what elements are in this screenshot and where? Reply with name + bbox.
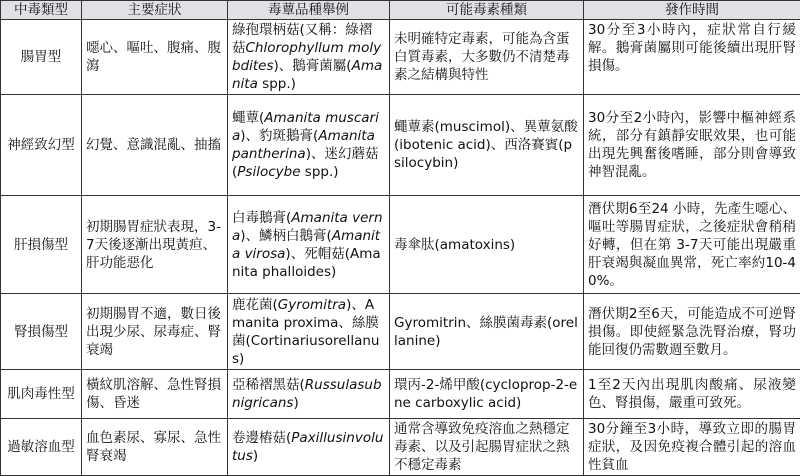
scientific-name: Russulasubnigricans — [232, 377, 382, 411]
scientific-name: Chlorophyllum molybdites — [232, 40, 382, 74]
onset-time: 潛伏期6至24 小時，先產生噁心、嘔吐等腸胃症狀，之後症狀會稍稍好轉，但在第 3-7天可能出現嚴重肝衰竭與凝血異常，死亡率約10-40%。 — [584, 196, 800, 294]
header-species: 毒蕈品種舉例 — [228, 1, 390, 20]
main-symptoms: 幻覺、意識混亂、抽搐 — [82, 95, 228, 196]
table-row — [1, 95, 800, 196]
table-row — [1, 20, 800, 95]
poison-type: 肌肉毒性型 — [1, 370, 82, 419]
mushroom-species — [228, 196, 390, 294]
species-text: )、Amanita proxima、絲膜菌(Cortinariusorellanus) — [232, 296, 380, 367]
header-type: 中毒類型 — [1, 1, 82, 20]
main-symptoms: 血色素尿、寡尿、急性腎衰竭 — [82, 419, 228, 476]
species-text: spp.) — [257, 76, 296, 92]
species-text: 鹿花菌( — [232, 296, 278, 313]
onset-time: 30分至3小時內，症狀常自行緩解。鵝膏菌屬則可能後續出現肝腎損傷。 — [584, 20, 800, 95]
scientific-name: Amanita virosa — [232, 227, 381, 262]
species-text: 卷邊樁菇( — [232, 430, 292, 446]
table-row — [1, 419, 800, 476]
header-symptoms: 主要症狀 — [82, 1, 228, 20]
mushroom-species — [228, 95, 390, 196]
main-symptoms: 橫紋肌溶解、急性腎損傷、昏迷 — [82, 370, 228, 419]
poison-type: 神經致幻型 — [1, 95, 82, 196]
onset-time: 30分鐘至3小時，導致立即的腸胃症狀，及因免疫複合體引起的溶血性貧血 — [584, 419, 800, 476]
main-symptoms: 初期腸胃症狀表現，3-7天後逐漸出現黃疸、肝功能惡化 — [82, 196, 228, 294]
species-text: 白毒鵝膏( — [232, 209, 292, 226]
species-text: ) — [293, 395, 299, 411]
toxin-types: 通常含導致免疫溶血之熱穩定毒素、以及引起腸胃症狀之熱不穩定毒素 — [390, 419, 584, 476]
header-row — [1, 1, 800, 20]
species-text: )、豹斑鵝膏( — [240, 128, 319, 144]
toxin-types: 環丙-2-烯甲酸(cycloprop-2-ene carboxylic acid) — [390, 370, 584, 419]
species-text: 亞稀褶黑菇( — [232, 377, 305, 393]
species-text: )、迷幻蘑菇( — [232, 146, 379, 180]
mushroom-species — [228, 20, 390, 95]
scientific-name: Psilocybe — [237, 164, 301, 180]
species-text: )、鱗柄白鵝膏( — [240, 227, 332, 244]
onset-time: 潛伏期2至6天，可能造成不可逆腎損傷。即使經緊急洗腎治療，腎功能回復仍需數週至數月。 — [584, 294, 800, 370]
species-text: 綠孢環柄菇(又稱：綠褶菇 — [232, 22, 373, 56]
scientific-name: Amanita pantherina — [232, 128, 375, 162]
scientific-name: Gyromitra — [277, 296, 347, 313]
toxin-types: 蠅蕈素(muscimol)、異蕈氨酸(ibotenic acid)、西洛賽賓(psilocybin) — [390, 95, 584, 196]
scientific-name: Amanita — [232, 58, 383, 92]
mushroom-species — [228, 294, 390, 370]
table-row — [1, 294, 800, 370]
species-text: )、死帽菇(Amanita phalloides) — [232, 245, 381, 280]
main-symptoms: 噁心、嘔吐、腹痛、腹瀉 — [82, 20, 228, 95]
scientific-name: Amanita verna — [232, 209, 383, 244]
onset-time: 1至2天內出現肌肉酸痛、尿液變色、腎損傷，嚴重可致死。 — [584, 370, 800, 419]
toxin-types: Gyromitrin、絲膜菌毒素(orellanine) — [390, 294, 584, 370]
scientific-name: Paxillusinvolutus — [232, 430, 384, 464]
poison-type: 腸胃型 — [1, 20, 82, 95]
species-text: 蠅蕈( — [232, 110, 265, 126]
toxin-types: 毒傘肽(amatoxins) — [390, 196, 584, 294]
poison-type: 肝損傷型 — [1, 196, 82, 294]
scientific-name: Amanita muscaria — [232, 110, 379, 144]
species-text: )、鵝膏菌屬( — [273, 58, 352, 74]
onset-time: 30分至2小時內，影響中樞神經系統，部分有鎮靜安眠效果，也可能出現先興奮後嗜睡，部分則會導致神智混亂。 — [584, 95, 800, 196]
mushroom-species — [228, 419, 390, 476]
mushroom-species — [228, 370, 390, 419]
toxin-types: 未明確特定毒素，可能為含蛋白質毒素，大多數仍不清楚毒素之結構與特性 — [390, 20, 584, 95]
species-text: ) — [252, 448, 259, 464]
species-text: spp.) — [300, 164, 339, 180]
poison-type: 腎損傷型 — [1, 294, 82, 370]
header-toxins: 可能毒素種類 — [390, 1, 584, 20]
main-symptoms: 初期腸胃不適，數日後出現少尿、尿毒症、腎衰竭 — [82, 294, 228, 370]
table-row — [1, 196, 800, 294]
header-onset: 發作時間 — [584, 1, 800, 20]
table-row — [1, 370, 800, 419]
poison-type: 過敏溶血型 — [1, 419, 82, 476]
